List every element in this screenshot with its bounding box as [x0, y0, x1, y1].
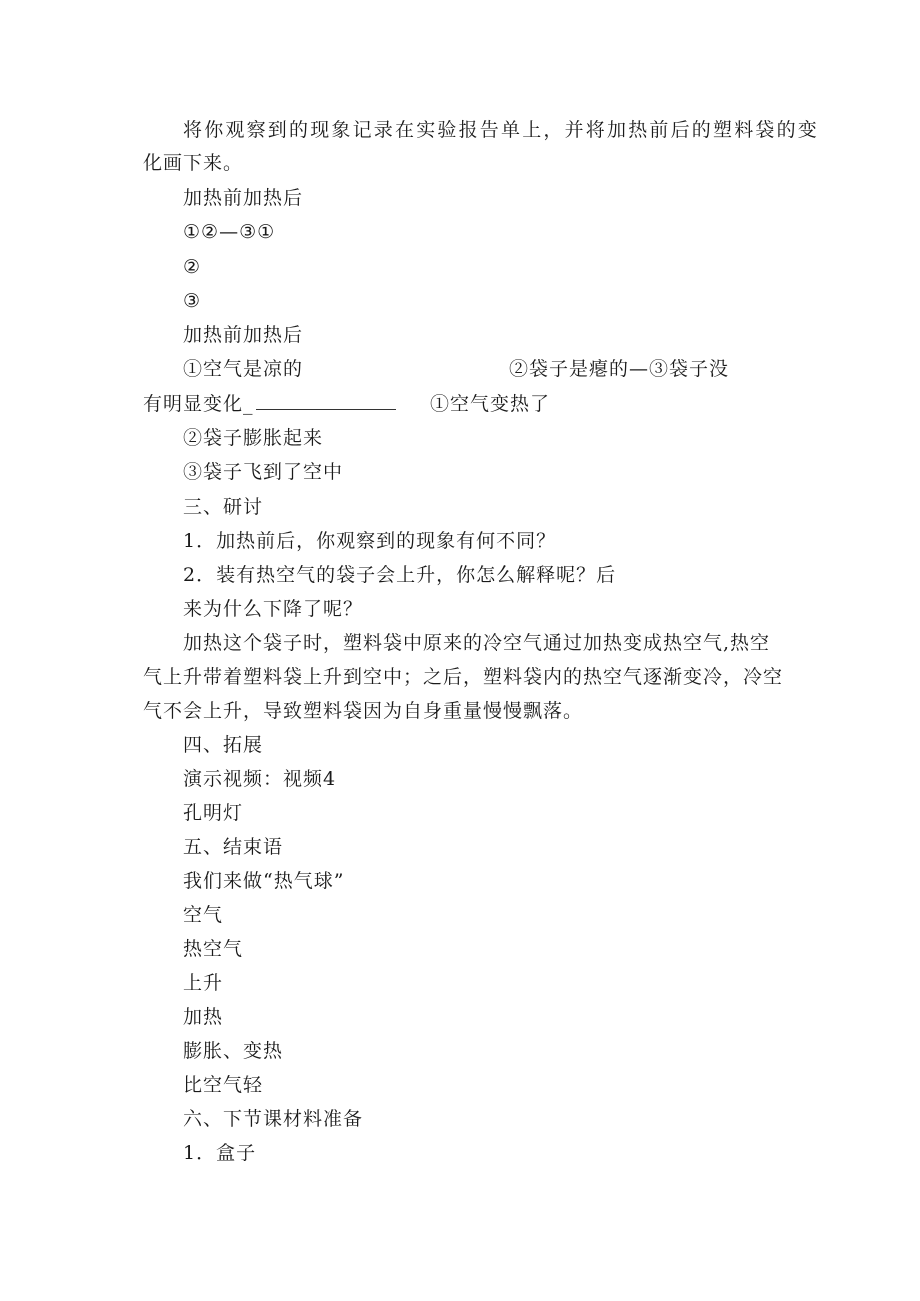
- section-heading: 四、拓展: [183, 734, 264, 756]
- text-line: 孔明灯: [183, 802, 244, 824]
- text-line: 加热前加热后: [183, 324, 304, 346]
- text-line: ③: [183, 290, 202, 312]
- underline-blank: [256, 395, 396, 410]
- text-line: ②: [183, 256, 202, 278]
- list-item: 2．装有热空气的袋子会上升，你怎么解释呢？后: [183, 564, 617, 586]
- text-line: 上升: [183, 972, 224, 994]
- paragraph-line: 将你观察到的现象记录在实验报告单上，并将加热前后的塑料袋的变: [183, 119, 820, 141]
- text-line: ①空气变热了: [430, 393, 551, 415]
- text-line: 加热: [183, 1006, 224, 1028]
- paragraph-line: 加热这个袋子时，塑料袋中原来的冷空气通过加热变成热空气,热空: [183, 632, 771, 654]
- text-line: ②袋子是瘪的—③袋子没: [509, 358, 730, 380]
- paragraph-line: 化画下来。: [143, 152, 244, 174]
- text-line: 热空气: [183, 938, 244, 960]
- text-line: 我们来做“热气球”: [183, 870, 345, 892]
- section-heading: 六、下节课材料准备: [183, 1108, 364, 1130]
- text-line: 加热前加热后: [183, 187, 304, 209]
- section-heading: 三、研讨: [183, 496, 264, 518]
- text-line: ③袋子飞到了空中: [183, 461, 344, 483]
- text-line: 来为什么下降了呢？: [183, 598, 364, 620]
- text-line: 演示视频：视频4: [183, 768, 337, 790]
- text-line: 膨胀、变热: [183, 1040, 284, 1062]
- paragraph-line: 气不会上升，导致塑料袋因为自身重量慢慢飘落。: [143, 700, 584, 722]
- text-line: 空气: [183, 904, 224, 926]
- text-segment: 有明显变化_: [143, 393, 254, 415]
- paragraph-line: 气上升带着塑料袋上升到空中；之后，塑料袋内的热空气逐渐变冷，冷空: [143, 666, 784, 688]
- text-line: 比空气轻: [183, 1074, 264, 1096]
- text-line: ①空气是凉的: [183, 358, 304, 380]
- text-line: [143, 392, 396, 416]
- text-line: ②袋子膨胀起来: [183, 427, 324, 449]
- list-item: 1．盒子: [183, 1142, 257, 1164]
- text-line: ①②—③①: [183, 221, 276, 243]
- section-heading: 五、结束语: [183, 836, 284, 858]
- list-item: 1．加热前后，你观察到的现象有何不同？: [183, 530, 557, 552]
